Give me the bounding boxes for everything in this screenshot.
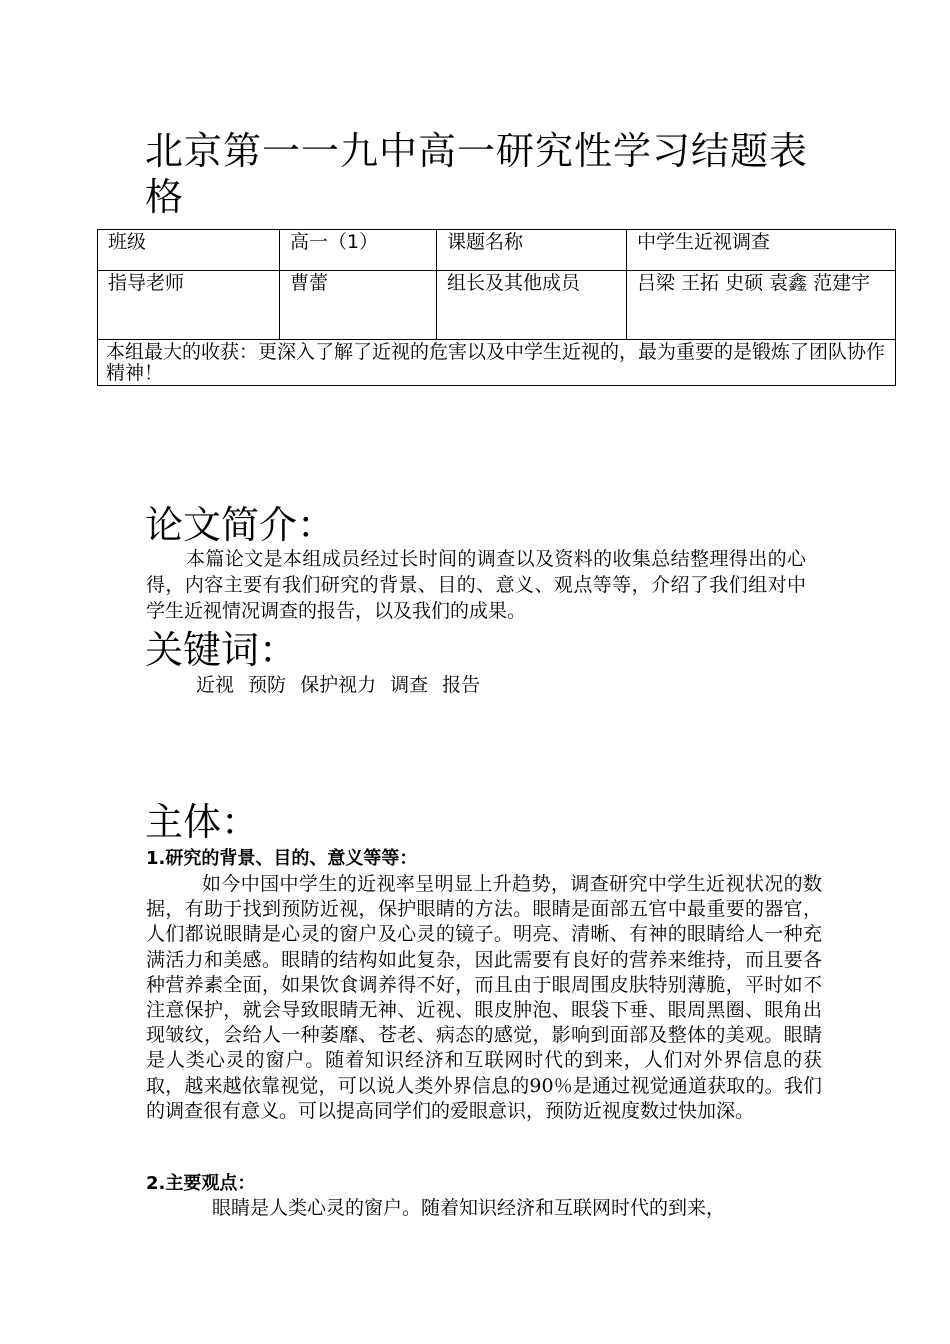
table-row bbox=[98, 340, 896, 386]
keywords-heading: 关键词： bbox=[145, 628, 298, 672]
project-info-table bbox=[97, 229, 896, 386]
class-label: 班级 bbox=[98, 230, 280, 271]
table-row bbox=[98, 271, 896, 340]
section2-title: 2.主要观点： bbox=[146, 1173, 256, 1194]
main-heading: 主体： bbox=[145, 800, 260, 844]
class-value: 高一（1） bbox=[280, 230, 437, 271]
teacher-value: 曹蕾 bbox=[280, 271, 437, 340]
document-title: 北京第一一九中高一研究性学习结题表格 bbox=[145, 129, 809, 219]
keywords-text: 近视 预防 保护视力 调查 报告 bbox=[196, 674, 481, 696]
intro-heading: 论文简介： bbox=[145, 503, 336, 547]
intro-text: 本篇论文是本组成员经过长时间的调查以及资料的收集总结整理得出的心得，内容主要有我们研究的背景、目的、意义、观点等等，介绍了我们组对中学生近视情况调查的报告，以及我们的成果。 bbox=[146, 548, 806, 622]
section2-text: 眼睛是人类心灵的窗户。随着知识经济和互联网时代的到来， bbox=[212, 1197, 726, 1219]
members-label: 组长及其他成员 bbox=[437, 271, 627, 340]
topic-value: 中学生近视调查 bbox=[627, 230, 896, 271]
members-value: 吕梁 王拓 史硕 袁鑫 范建宇 bbox=[627, 271, 896, 340]
section1-title: 1.研究的背景、目的、意义等等： bbox=[146, 848, 418, 869]
topic-label: 课题名称 bbox=[437, 230, 627, 271]
teacher-label: 指导老师 bbox=[98, 271, 280, 340]
section1-text: 如今中国中学生的近视率呈明显上升趋势，调查研究中学生近视状况的数据，有助于找到预防近视，保护眼睛的方法。眼睛是面部五官中最重要的器官，人们都说眼睛是心灵的窗户及心灵的镜子。明亮、清晰、有神的眼睛给人一种充满活力和美感。眼睛的结构如此复杂，因此需要有良好的营养来维持，而且要各种营养素全面，如果饮食调养得不好，而且由于眼周围皮肤特别薄脆，平时如不注意保护，就会导致眼睛无神、近视、眼皮肿泡、眼袋下垂、眼周黑圈、眼角出现皱纹，会给人一种萎靡、苍老、病态的感觉，影响到面部及整体的美观。眼睛是人类心灵的窗户。随着知识经济和互联网时代的到来，人们对外界信息的获取，越来越依靠视觉，可以说人类外界信息的90％是通过视觉通道获取的。我们的调查很有意义。可以提高同学们的爱眼意识，预防近视度数过快加深。 bbox=[146, 873, 822, 1122]
table-row bbox=[98, 230, 896, 271]
harvest-cell: 本组最大的收获：更深入了解了近视的危害以及中学生近视的，最为重要的是锻炼了团队协作精神！ bbox=[98, 340, 896, 386]
